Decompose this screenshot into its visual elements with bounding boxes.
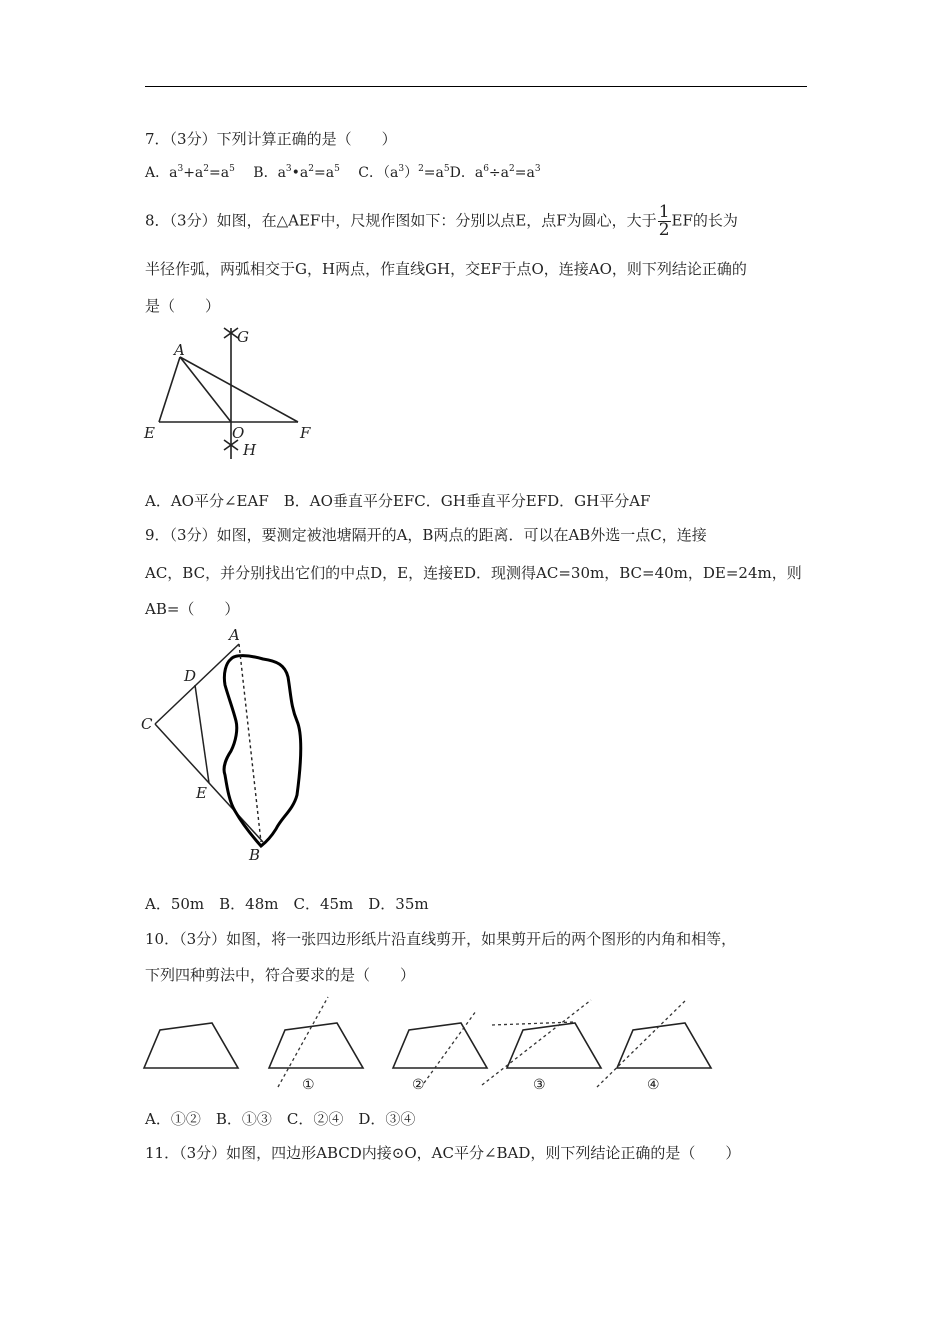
q8-label-h: H [243,441,257,459]
q9-label-a: A [229,626,240,644]
q8-label-a: A [174,341,185,359]
q8-label-g: G [237,328,249,346]
q9-figure [135,625,335,870]
header-rule [145,86,807,87]
q9-options: A．50m B．48m C．45m D．35m [145,895,429,913]
q8-label-o: O [232,424,245,442]
q10-figure [140,995,720,1095]
q8-stem-line1: 8．（3分）如图，在△AEF中，尺规作图如下：分别以点E，点F为圆心，大于 $\frac{1}{2}$ EF的长为 [145,202,738,240]
q9-label-d: D [184,667,197,685]
q10-quad-1 [269,1023,363,1068]
q10-label-4: ④ [647,1077,660,1093]
q10-cut-1 [278,997,328,1087]
fraction-one-half: $\frac{1}{2}$ [658,202,670,240]
q7-options: A．$a^3+a^2=a^5$ B．$a^3•a^2=a^5$ C．$(a^3)^2=a^5D$．$a^6\div a^2=a^3$ [145,164,541,181]
q10-label-1: ① [302,1077,315,1093]
q9-label-b: B [249,846,261,864]
q10-line2: 下列四种剪法中，符合要求的是（ ） [145,966,416,984]
q10-quad-original [144,1023,238,1068]
q10-cut-2 [424,1011,476,1083]
q8-stem-line3: 是（ ） [145,297,221,315]
q10-quad-3 [507,1023,601,1068]
q10-line1: 10．（3分）如图，将一张四边形纸片沿直线剪开，如果剪开后的两个图形的内角和相等， [145,930,737,948]
q8-options: A．AO平分∠EAF B．AO垂直平分EFC．GH垂直平分EFD．GH平分AF [145,492,651,510]
q10-quad-4 [617,1023,711,1068]
q9-label-e: E [196,784,207,802]
q8-label-e: E [144,424,155,442]
q10-quad-2 [393,1023,487,1068]
q10-label-3: ③ [533,1077,546,1093]
q10-cut-4 [597,1000,686,1087]
q10-options: A．①② B．①③ C．②④ D．③④ [145,1110,416,1128]
q8-stem-line2: 半径作弧，两弧相交于G，H两点，作直线GH，交EF于点O，连接AO，则下列结论正确的 [145,260,747,278]
q9-line3: AB=（ ） [145,600,240,618]
q8-figure [140,322,340,467]
q7-stem: 7．（3分）下列计算正确的是（ ） [145,130,397,148]
q10-label-2: ② [412,1077,425,1093]
q9-line2: AC，BC，并分别找出它们的中点D，E，连接ED．现测得AC=30m，BC=40m，DE=24m，则 [145,564,802,582]
q9-line1: 9．（3分）如图，要测定被池塘隔开的A，B两点的距离．可以在AB外选一点C，连接 [145,526,707,544]
q8-label-f: F [300,424,311,442]
q11-line1: 11．（3分）如图，四边形ABCD内接⊙O，AC平分∠BAD，则下列结论正确的是（ ） [145,1144,741,1162]
q9-label-c: C [141,715,153,733]
q10-cut-3 [482,1000,591,1085]
